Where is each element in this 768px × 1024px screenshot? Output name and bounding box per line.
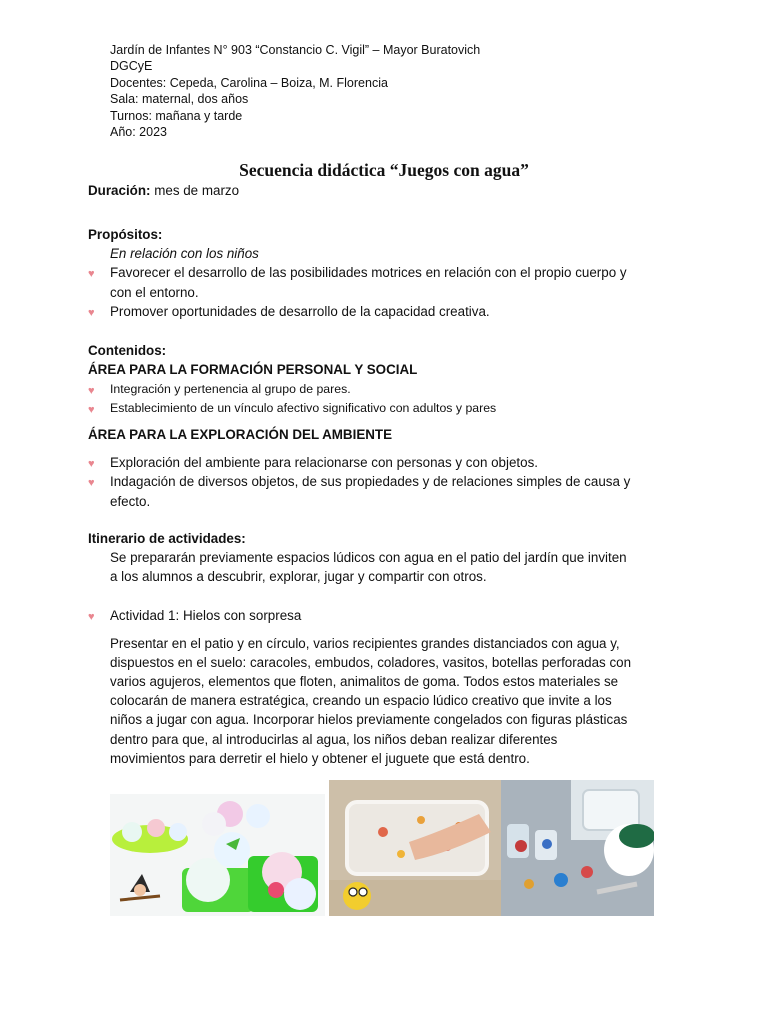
header-teachers: Docentes: Cepeda, Carolina – Boiza, M. Florencia [110,75,388,90]
heart-bullet-icon: ♥ [88,611,95,623]
header-room: Sala: maternal, dos años [110,92,249,107]
heart-bullet-icon: ♥ [88,385,95,397]
header-dgcye: DGCyE [110,59,153,74]
activity1-line-1: Presentar en el patio y en círculo, varios recipientes grandes distanciados con agua y, [110,636,620,651]
purposes-heading: Propósitos: [88,227,163,242]
area2-item-1: Exploración del ambiente para relacionarse con personas y con objetos. [110,455,539,470]
activity1-title: Actividad 1: Hielos con sorpresa [110,608,302,623]
area1-item-2: Establecimiento de un vínculo afectivo significativo con adultos y pares [110,401,497,415]
header-year: Año: 2023 [110,125,167,140]
document-title: Secuencia didáctica “Juegos con agua” [239,160,529,180]
purpose-item-1-line-2: con el entorno. [110,285,199,300]
area1-item-1: Integración y pertenencia al grupo de pares. [110,382,351,396]
header-shifts: Turnos: mañana y tarde [110,108,243,123]
activity1-line-3: varios agujeros, elementos que floten, animalitos de goma. Todos estos materiales se [110,674,619,689]
activity1-line-6: dentro para que, al introducirlas al agua, los niños deban realizar diferentes [110,732,558,747]
itinerary-heading: Itinerario de actividades: [88,531,246,546]
heart-bullet-icon: ♥ [88,307,95,319]
area1-title: ÁREA PARA LA FORMACIÓN PERSONAL Y SOCIAL [88,362,418,377]
activity1-line-5: niños a jugar con agua. Incorporar hielos previamente congelados con figuras plásticas [110,712,628,727]
photo-ice-molds [110,794,325,916]
contents-heading: Contenidos: [88,343,167,358]
activity1-line-7: movimientos para derretir el hielo y obtener el juguete que está dentro. [110,751,530,766]
heart-bullet-icon: ♥ [88,458,95,470]
itinerary-line-1: Se prepararán previamente espacios lúdicos con agua en el patio del jardín que inviten [110,550,627,565]
duration-value: mes de marzo [150,183,240,198]
activity1-line-4: colocarán de manera estratégica, creando un espacio lúdico creativo que invite a los [110,693,612,708]
heart-bullet-icon: ♥ [88,477,95,489]
document-header [110,42,480,140]
purpose-item-1-line-1: Favorecer el desarrollo de las posibilidades motrices en relación con el propio cuerpo y [110,265,627,280]
activity1-line-2: dispuestos en el suelo: caracoles, embudos, coladores, vasitos, botellas perforadas con [110,655,632,670]
area2-item-2-line-2: efecto. [110,494,151,509]
duration-line [88,181,239,201]
itinerary-line-2: a los alumnos a descubrir, explorar, jugar y compartir con otros. [110,569,487,584]
area2-item-2-line-1: Indagación de diversos objetos, de sus propiedades y de relaciones simples de causa y [110,474,631,489]
heart-bullet-icon: ♥ [88,404,95,416]
purpose-item-2: Promover oportunidades de desarrollo de la capacidad creativa. [110,304,490,319]
photo-frozen-toys [501,780,654,916]
photo-child-water-tray [329,780,501,916]
header-school: Jardín de Infantes N° 903 “Constancio C. Vigil” – Mayor Buratovich [110,43,481,57]
purposes-subheading: En relación con los niños [110,246,259,261]
heart-bullet-icon: ♥ [88,268,95,280]
area2-title: ÁREA PARA LA EXPLORACIÓN DEL AMBIENTE [88,427,393,442]
duration-label: Duración: [88,183,151,198]
